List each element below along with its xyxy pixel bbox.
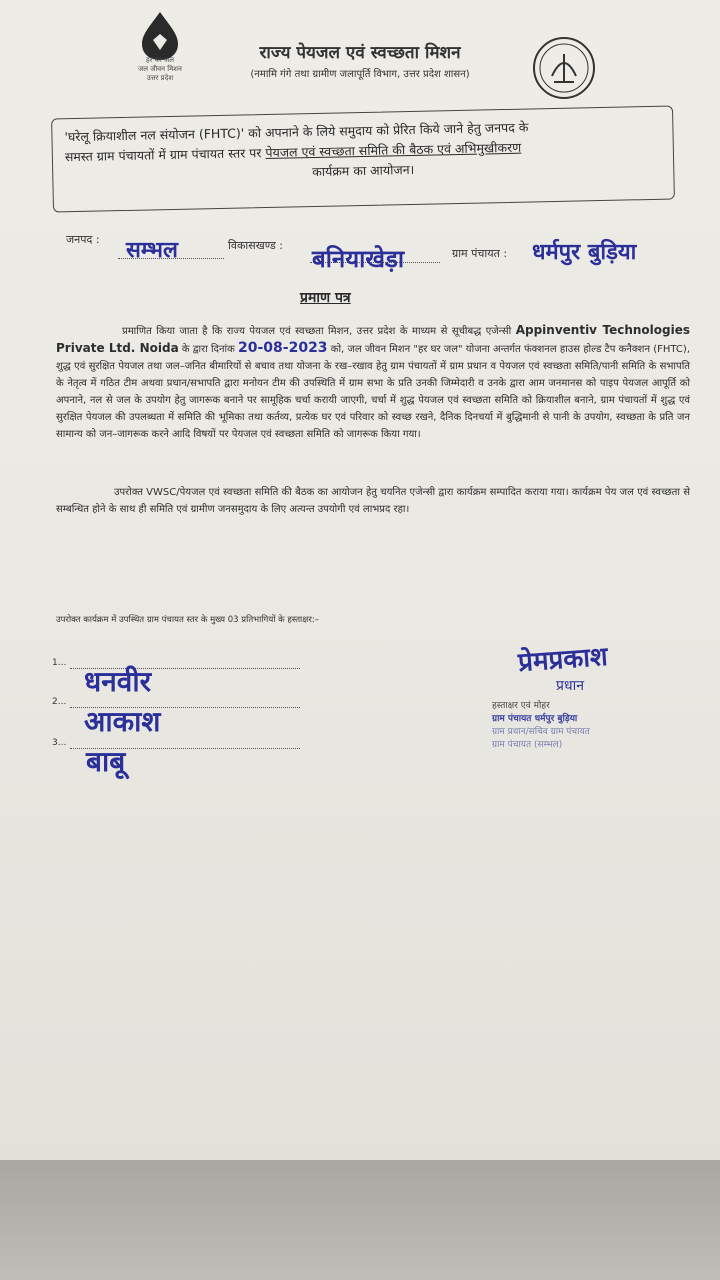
agency-name: Appinventiv Technologies Private Ltd. Noida — [56, 323, 690, 355]
mission-title: राज्य पेयजल एवं स्वच्छता मिशन — [259, 43, 461, 63]
banner-line-1: 'घरेलू क्रियाशील नल संयोजन (FHTC)' को अपनाने के लिये समुदाय को प्रेरित किये जाने हेतु जनपद के — [64, 119, 529, 145]
up-emblem-logo — [532, 36, 596, 100]
handwritten-date: 20-08-2023 — [238, 340, 328, 356]
panchayat-handwritten-value: धर्मपुर बुड़िया — [532, 240, 637, 265]
banner-line-3: कार्यक्रम का आयोजन। — [312, 161, 415, 180]
background-surface — [0, 1160, 720, 1280]
mission-subtitle: (नमामि गंगे तथा ग्रामीण जलापूर्ति विभाग, उत्तर प्रदेश शासन) — [250, 69, 470, 80]
program-banner — [51, 105, 675, 212]
district-label: जनपद : — [66, 233, 100, 246]
attendees-heading: उपरोक्त कार्यक्रम में उपस्थित ग्राम पंचायत स्तर के मुख्य 03 प्रतिभागियों के हस्ताक्षर:– — [56, 615, 319, 625]
participant-1-signature: धनवीर — [84, 665, 152, 698]
pradhan-stamp-block: हस्ताक्षर एवं मोहर ग्राम पंचायत धर्मपुर बुड़िया ग्राम प्रधान/सचिव ग्राम पंचायत ग्राम पंचायत (सम्भल) — [492, 700, 692, 752]
stamp-overlay-text: ग्राम पंचायत धर्मपुर बुड़िया — [492, 714, 578, 724]
certificate-title: प्रमाण पत्र — [300, 290, 351, 306]
pradhan-signature: प्रेमप्रकाश — [517, 641, 609, 679]
participant-3-signature: बाबू — [86, 745, 126, 778]
block-label: विकासखण्ड : — [228, 239, 284, 252]
panchayat-label: ग्राम पंचायत : — [452, 247, 508, 260]
district-handwritten-value: सम्भल — [126, 238, 178, 263]
certificate-paragraph-1: प्रमाणित किया जाता है कि राज्य पेयजल एवं स्वच्छता मिशन, उत्तर प्रदेश के माध्यम से सूचीबद्ध एजेन्सी Appinventiv Technologies Private Ltd. Noida के द्वारा दिनांक 20-08-2023 को, जल जीवन मिशन "हर घर जल" योजना अन्तर्गत फंक्शनल हाउस होल्ड टैप कनैक्शन (FHTC), शुद्ध एवं सुरक्षित पेयजल तथा जल–जनित बीमारियों से बचाव तथा योजना के रख–रखाव हेतु ग्राम पंचायतों में ग्राम प्रधान व पेयजल एवं स्वच्छता समिति/पानी समिति के सभापति के नेतृत्व में गठित टीम अथवा प्रधान/सभापति द्वारा मनोयन टीम की उपस्थिति में ग्राम सभा के प्रति उनकी जिम्मेदारी व उनके द्वारा आम जनमानस को पाइप पेयजल आपूर्ति को अपनाने, नल से जल के उपयोग हेतु जागरूक बनाने पर सामूहिक चर्चा करायी जाएगी, चर्चा में शुद्ध पेयजल एवं स्वच्छता समिति को क्रियाशील बनाने, ग्राम पंचायतों में शुद्ध एवं सुरक्षित पेयजल की उपलब्धता में समिति की भूमिका तथा कर्तव्य, प्रत्येक घर एवं परिवार को स्वच्छ रखने, दैनिक दिनचर्या में बुद्धिमानी से पानी के उपयोग, स्वच्छता के प्रति जन सामान्य को जन–जागरूक करने आदि विषयों पर पेयजल एवं स्वच्छता समिति को जागरूक किया गया। — [56, 323, 690, 440]
participant-3-number: 3... — [52, 738, 67, 748]
participant-2-number: 2... — [52, 697, 67, 707]
certificate-paragraph-2: उपरोक्त VWSC/पेयजल एवं स्वच्छता समिति की बैठक का आयोजन हेतु चयनित एजेन्सी द्वारा कार्यक्रम सम्पादित कराया गया। कार्यक्रम पेय जल एवं स्वच्छता से सम्बन्धित होने के साथ ही समिति एवं ग्रामीण जनसमुदाय के लिए अत्यन्त उपयोगी एवं लाभप्रद रहा। — [56, 487, 690, 515]
participant-1-number: 1... — [52, 658, 67, 668]
participant-2-signature: आकाश — [84, 705, 161, 738]
logo-caption: हर घर जल जल जीवन मिशन उत्तर प्रदेश — [138, 56, 182, 82]
banner-line-2: समस्त ग्राम पंचायतों में ग्राम पंचायत स्तर पर पेयजल एवं स्वच्छता समिति की बैठक एवं अभिमुखीकरण — [64, 139, 522, 165]
pradhan-title: प्रधान — [556, 678, 584, 694]
block-handwritten-value: बनियाखेड़ा — [312, 245, 405, 273]
